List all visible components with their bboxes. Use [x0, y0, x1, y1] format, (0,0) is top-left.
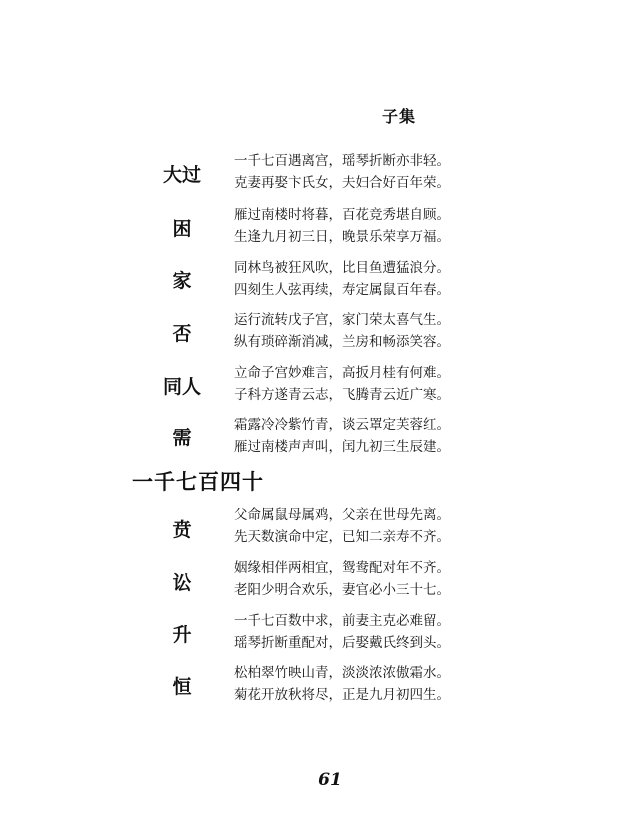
verse-line: 立命子宫妙难言，高扳月桂有何难。	[234, 365, 450, 381]
verse-line: 纵有琐碎渐消减，兰房和畅添笑容。	[234, 334, 450, 350]
verse-line: 雁过南楼时将暮，百花竞秀堪自顾。	[234, 207, 450, 223]
verse-line: 老阳少明合欢乐，妻官必小三十七。	[234, 582, 450, 598]
hexagram-name: 同人	[162, 376, 201, 398]
verse-line: 菊花开放秋将尽，正是九月初四生。	[234, 687, 450, 703]
verse-block	[234, 150, 450, 194]
verse-line: 姻缘相伴两相宜，鸳鸯配对年不齐。	[234, 560, 450, 576]
hexagram-name: 家	[172, 270, 192, 292]
verse-block	[234, 257, 450, 301]
verse-line: 同林鸟被狂风吹，比目鱼遭猛浪分。	[234, 260, 450, 276]
running-head: 子集	[382, 107, 417, 126]
hexagram-name: 升	[172, 624, 192, 646]
verse-block	[234, 662, 450, 706]
verse-block	[234, 362, 450, 406]
verse-line: 瑶琴折断重配对，后娶戴氏终到头。	[234, 635, 450, 651]
verse-block	[234, 414, 450, 458]
verse-line: 霜露冷冷紫竹青，谈云罩定芙蓉红。	[234, 417, 450, 433]
hexagram-name: 需	[172, 427, 192, 449]
verse-line: 生逢九月初三日，晚景乐荣享万福。	[234, 229, 450, 245]
verse-line: 一千七百遇离宫，瑶琴折断亦非轻。	[234, 153, 450, 169]
verse-block	[234, 504, 450, 548]
verse-line: 运行流转戊子宫，家门荣太喜气生。	[234, 312, 450, 328]
hexagram-name: 否	[172, 323, 192, 345]
verse-line: 松柏翠竹映山青，淡淡浓浓傲霜水。	[234, 665, 450, 681]
verse-line: 父命属鼠母属鸡，父亲在世母先离。	[234, 507, 450, 523]
verse-block	[234, 309, 450, 353]
hexagram-name: 困	[172, 218, 192, 240]
verse-line: 子科方遂青云志，飞腾青云近广寒。	[234, 387, 450, 403]
hexagram-name: 大过	[162, 164, 201, 186]
verse-line: 四刻生人弦再续，寿定属鼠百年春。	[234, 282, 450, 298]
section-heading: 一千七百四十	[132, 469, 264, 494]
page-number: 61	[318, 770, 342, 790]
verse-block	[234, 557, 450, 601]
hexagram-name: 恒	[172, 676, 192, 698]
verse-block	[234, 204, 450, 248]
verse-line: 先天数演命中定，已知二亲寿不齐。	[234, 529, 450, 545]
hexagram-name: 贲	[172, 519, 192, 541]
verse-line: 雁过南楼声声叫，闰九初三生辰建。	[234, 439, 450, 455]
verse-block	[234, 610, 450, 654]
verse-line: 克妻再娶卞氏女，夫妇合好百年荣。	[234, 175, 450, 191]
verse-line: 一千七百数中求，前妻主克必难留。	[234, 613, 450, 629]
hexagram-name: 讼	[172, 572, 192, 594]
